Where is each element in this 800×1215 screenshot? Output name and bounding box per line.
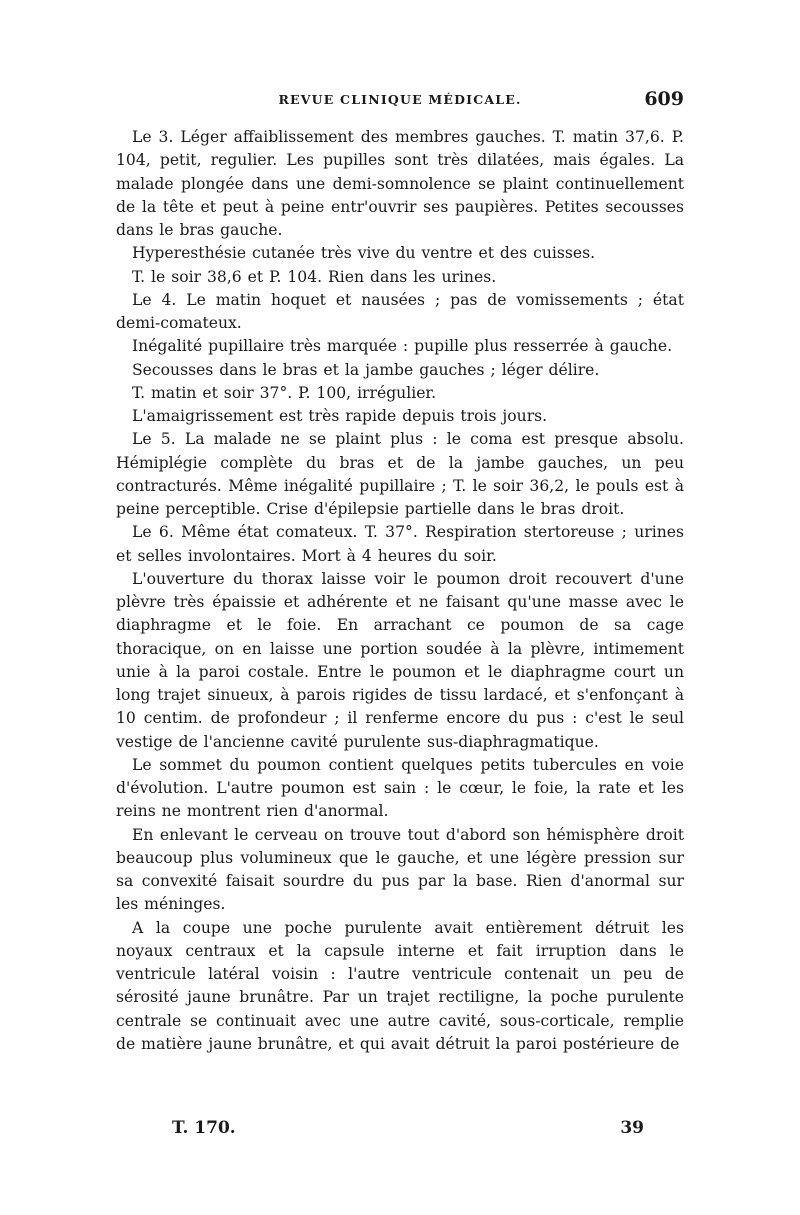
- signature-mark: 39: [620, 1118, 644, 1138]
- paragraph: L'ouverture du thorax laisse voir le poumon droit recouvert d'une plèvre très épaissie et adhérente et ne faisant qu'une masse avec le diaphragme et le foie. En arrachant ce poumon de sa cage thoracique, on en laisse une portion soudée à la plèvre, intimement unie à la paroi costale. Entre le poumon et le diaphragme court un long trajet sinueux, à parois rigides de tissu lardacé, et s'enfonçant à 10 centim. de profondeur ; il renferme encore du pus : c'est le seul vestige de l'ancienne cavité purulente sus-diaphragmatique.: [116, 569, 684, 751]
- page-footer: [116, 1118, 684, 1146]
- paragraph: Secousses dans le bras et la jambe gauches ; léger délire.: [132, 360, 600, 379]
- paragraph: Le 4. Le matin hoquet et nausées ; pas de vomissements ; état demi-comateux.: [116, 290, 684, 332]
- paragraph: Le 5. La malade ne se plaint plus : le coma est presque absolu. Hémiplégie complète du bras et de la jambe gauches, un peu contracturés. Même inégalité pupillaire ; T. le soir 36,2, le pouls est à peine perceptible. Crise d'épilepsie partielle dans le bras droit.: [116, 430, 684, 518]
- paragraph: Hyperesthésie cutanée très vive du ventre et des cuisses.: [132, 244, 596, 263]
- paragraph: L'amaigrissement est très rapide depuis trois jours.: [132, 407, 548, 425]
- paragraph: Le sommet du poumon contient quelques petits tubercules en voie d'évolution. L'autre poumon est sain : le cœur, le foie, la rate et les reins ne montrent rien d'anormal.: [116, 755, 684, 821]
- body-text: [116, 126, 684, 1056]
- paragraph: Inégalité pupillaire très marquée : pupille plus resserrée à gauche.: [132, 337, 673, 356]
- paragraph: T. matin et soir 37°. P. 100, irrégulier.: [132, 383, 437, 402]
- running-title: REVUE CLINIQUE MÉDICALE.: [278, 92, 522, 107]
- volume-number: T. 170.: [172, 1118, 236, 1138]
- running-head: [116, 90, 684, 120]
- paragraph: A la coupe une poche purulente avait entièrement détruit les noyaux centraux et la capsule interne et fait irruption dans le ventricule latéral voisin : l'autre ventricule contenait un peu de sérosité jaune brunâtre. Par un trajet rectiligne, la poche purulente centrale se continuait avec une autre cavité, sous-corticale, remplie de matière jaune brunâtre, et qui avait détruit la paroi postérieure de: [116, 918, 684, 1053]
- page-number: 609: [644, 88, 684, 110]
- paragraph: Le 3. Léger affaiblissement des membres gauches. T. matin 37,6. P. 104, petit, regulier. Les pupilles sont très dilatées, mais égales. La malade plongée dans une demi-somnolence se plaint continuellement de la tête et peut à peine entr'ouvrir ses paupières. Petites secousses dans le bras gauche.: [116, 128, 684, 239]
- paragraph: En enlevant le cerveau on trouve tout d'abord son hémisphère droit beaucoup plus volumineux que le gauche, et une légère pression sur sa convexité faisait sourdre du pus par la base. Rien d'anormal sur les méninges.: [116, 825, 684, 914]
- paragraph: T. le soir 38,6 et P. 104. Rien dans les urines.: [132, 267, 497, 286]
- paragraph: Le 6. Même état comateux. T. 37°. Respiration stertoreuse ; urines et selles involontaires. Mort à 4 heures du soir.: [116, 523, 684, 565]
